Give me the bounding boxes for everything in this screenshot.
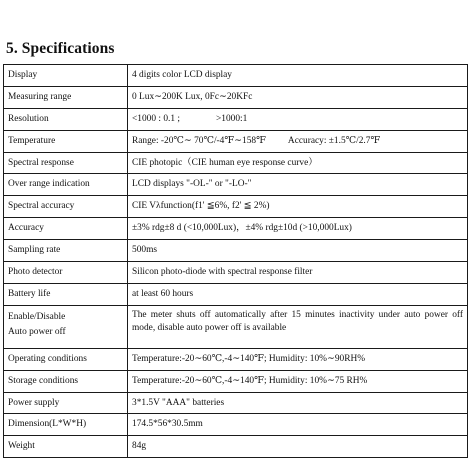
spec-value-temperature — [128, 130, 468, 152]
spec-value-sampling-rate: 500ms — [128, 240, 468, 262]
table-row — [4, 174, 468, 196]
spec-value-spectral-accuracy: CIE Vλfunction(f1' ≦6%, f2' ≦ 2%) — [128, 196, 468, 218]
auto-power-off-label-line1: Enable/Disable — [8, 311, 66, 322]
spec-label-weight: Weight — [4, 436, 128, 458]
table-row — [4, 305, 468, 348]
spec-value-over-range: LCD displays "-OL-" or "-LO-" — [128, 174, 468, 196]
spec-label-measuring-range: Measuring range — [4, 86, 128, 108]
spec-value-photo-detector: Silicon photo-diode with spectral response filter — [128, 262, 468, 284]
section-title: 5. Specifications — [6, 40, 115, 57]
spec-value-auto-power-off: The meter shuts off automatically after 15 minutes inactivity under auto power off mode, disable auto power off is available — [128, 305, 468, 348]
spec-label-operating-conditions: Operating conditions — [4, 348, 128, 370]
specifications-table — [3, 64, 468, 458]
spec-label-accuracy: Accuracy — [4, 218, 128, 240]
spec-value-resolution — [128, 108, 468, 130]
spec-value-power-supply: 3*1.5V "AAA" batteries — [128, 392, 468, 414]
spec-label-display: Display — [4, 65, 128, 87]
spec-label-battery-life: Battery life — [4, 283, 128, 305]
table-row — [4, 108, 468, 130]
spec-label-over-range: Over range indication — [4, 174, 128, 196]
resolution-high-range: >1000:1 — [216, 113, 248, 124]
spec-value-weight: 84g — [128, 436, 468, 458]
spec-value-display: 4 digits color LCD display — [128, 65, 468, 87]
spec-value-operating-conditions: Temperature:-20∼60℃,-4∼140℉; Humidity: 10%∼90RH% — [128, 348, 468, 370]
spec-label-temperature: Temperature — [4, 130, 128, 152]
spec-label-dimension: Dimension(L*W*H) — [4, 414, 128, 436]
table-row — [4, 196, 468, 218]
spec-label-spectral-accuracy: Spectral accuracy — [4, 196, 128, 218]
spec-label-photo-detector: Photo detector — [4, 262, 128, 284]
spec-label-spectral-response: Spectral response — [4, 152, 128, 174]
table-row — [4, 65, 468, 87]
table-row — [4, 370, 468, 392]
temperature-range: Range: -20℃∼ 70℃/-4℉∼158℉ — [132, 135, 266, 146]
spec-label-sampling-rate: Sampling rate — [4, 240, 128, 262]
spec-label-power-supply: Power supply — [4, 392, 128, 414]
temperature-accuracy: Accuracy: ±1.5℃/2.7℉ — [287, 135, 381, 146]
table-row — [4, 348, 468, 370]
table-row — [4, 130, 468, 152]
table-row — [4, 283, 468, 305]
spec-value-accuracy: ±3% rdg±8 d (<10,000Lux)，±4% rdg±10d (>10,000Lux) — [128, 218, 468, 240]
spec-label-resolution: Resolution — [4, 108, 128, 130]
table-row — [4, 262, 468, 284]
table-row — [4, 436, 468, 458]
spec-value-spectral-response: CIE photopic（CIE human eye response curve） — [128, 152, 468, 174]
resolution-low-range: <1000 : 0.1 ; — [132, 113, 180, 124]
table-row — [4, 414, 468, 436]
table-row — [4, 218, 468, 240]
table-row — [4, 86, 468, 108]
spec-value-measuring-range: 0 Lux∼200K Lux, 0Fc∼20KFc — [128, 86, 468, 108]
spec-value-dimension: 174.5*56*30.5mm — [128, 414, 468, 436]
table-row — [4, 152, 468, 174]
spec-value-battery-life: at least 60 hours — [128, 283, 468, 305]
table-row — [4, 240, 468, 262]
spec-value-storage-conditions: Temperature:-20∼60℃,-4∼140℉; Humidity: 10%∼75 RH% — [128, 370, 468, 392]
auto-power-off-label-line2: Auto power off — [8, 326, 66, 337]
spec-label-auto-power-off — [4, 305, 128, 348]
spec-label-storage-conditions: Storage conditions — [4, 370, 128, 392]
table-row — [4, 392, 468, 414]
